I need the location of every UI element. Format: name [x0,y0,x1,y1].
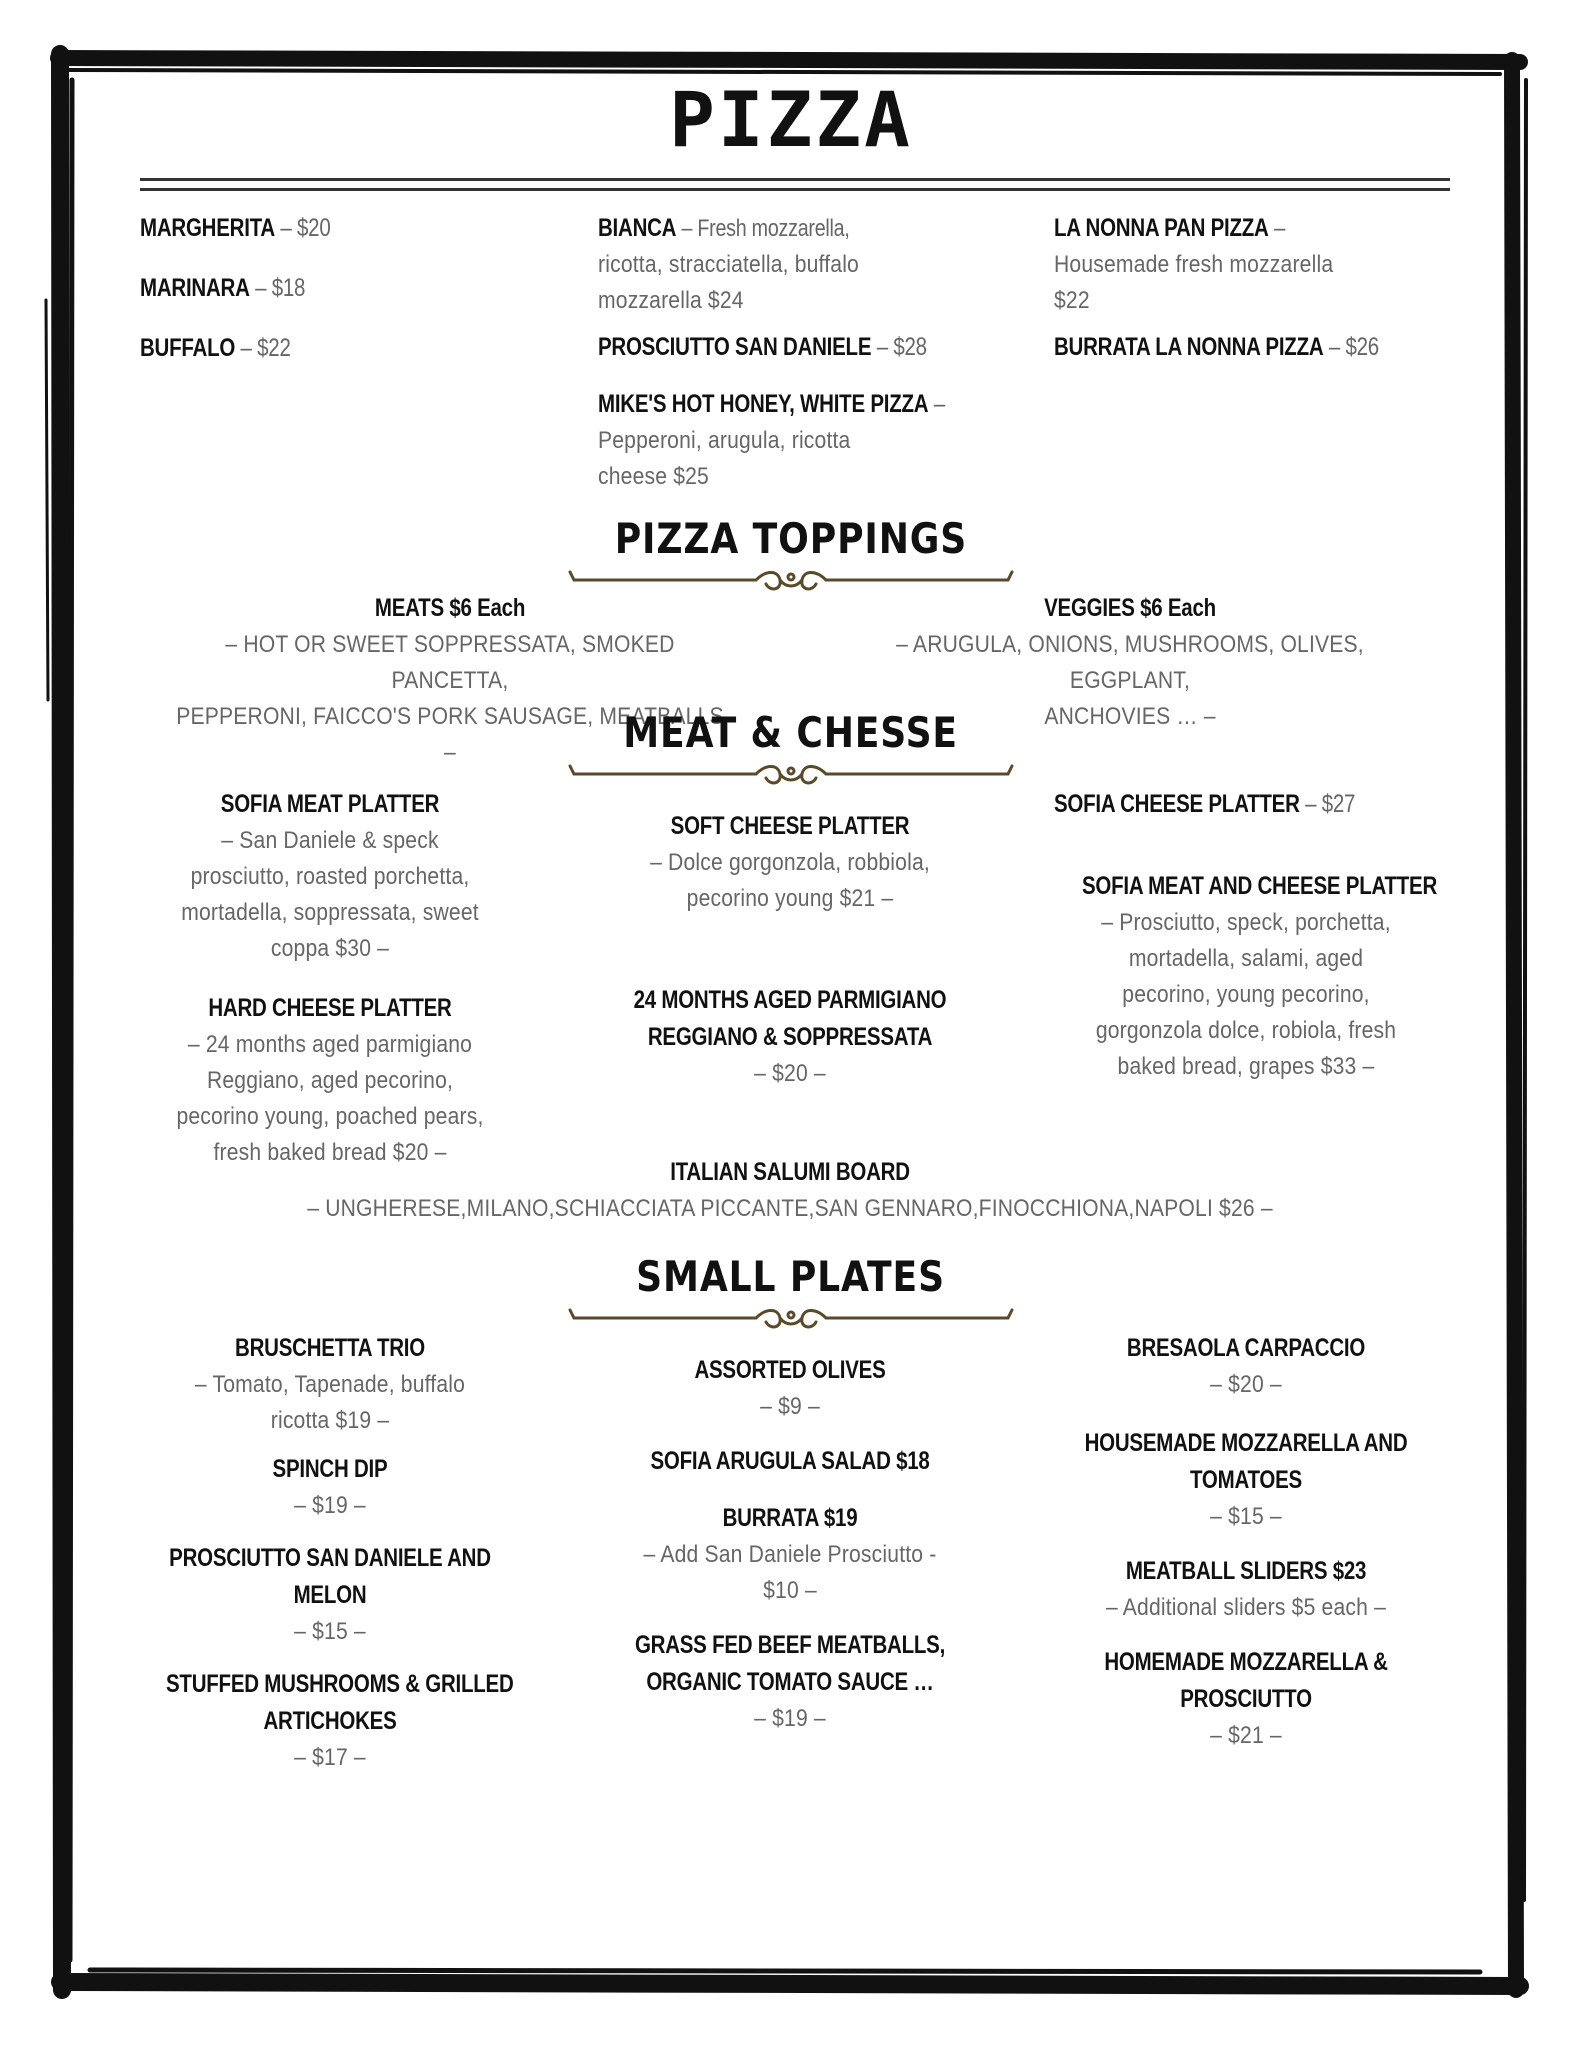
menu-item: SOFIA ARUGULA SALAD $18 [650,1447,930,1475]
menu-item: ASSORTED OLIVES – $9 – [694,1356,886,1420]
menu-item-bianca: BIANCA – Fresh mozzarella, ricotta, stracciatella, buffalo mozzarella $24 [598,214,859,314]
menu-item-hot-honey: MIKE'S HOT HONEY, WHITE PIZZA – Pepperoni, arugula, ricotta cheese $25 [598,390,945,490]
menu-item: BURRATA $19 – Add San Daniele Prosciutto - $10 – [643,1504,937,1604]
small-plates-col1 [130,1330,530,1776]
toppings-meats: MEATS $6 Each – HOT OR SWEET SOPPRESSATA, SMOKED PANCETTA, PEPPERONI, FAICCO'S PORK SAUSAGE, MEATBALLS – [176,594,724,766]
menu-item-sofia-cheese: SOFIA CHEESE PLATTER – $27 [1054,790,1356,818]
menu-item: HOMEMADE MOZZARELLA & PROSCIUTTO – $21 – [1104,1648,1388,1749]
menu-item: GRASS FED BEEF MEATBALLS, ORGANIC TOMATO SAUCE … – $19 – [634,1631,946,1732]
pizza-list-col3 [1054,210,1454,366]
menu-item: BUFFALO – $22 [140,334,291,362]
title-divider-bottom [140,188,1450,191]
menu-item-prosciutto: PROSCIUTTO SAN DANIELE – $28 [598,333,927,361]
menu-item: SPINCH DIP – $19 – [272,1455,388,1519]
flourish-divider-icon [566,1304,1016,1340]
menu-item-parmigiano: 24 MONTHS AGED PARMIGIANO REGGIANO & SOPPRESSATA – $20 – [633,986,947,1087]
menu-item: BRUSCHETTA TRIO – Tomato, Tapenade, buffalo ricotta $19 – [194,1334,466,1434]
section-heading-toppings: PIZZA TOPPINGS [614,514,968,563]
menu-item-nonna: LA NONNA PAN PIZZA – Housemade fresh mozzarella $22 [1054,214,1334,314]
small-plates-col3 [1046,1330,1446,1754]
menu-item: MEATBALL SLIDERS $23 – Additional sliders $5 each – [1105,1557,1387,1621]
menu-item-soft-cheese: SOFT CHEESE PLATTER – Dolce gorgonzola, robbiola, pecorino young $21 – [650,812,930,912]
menu-item: STUFFED MUSHROOMS & GRILLED ARTICHOKES – $17 – [166,1670,514,1771]
menu-item: PROSCIUTTO SAN DANIELE AND MELON – $15 – [169,1544,491,1645]
section-heading-meat-cheese: MEAT & CHESSE [623,708,959,757]
menu-item-sofia-meat-cheese: SOFIA MEAT AND CHEESE PLATTER – Prosciutto, speck, porchetta, mortadella, salami, aged pecorino, young pecorino, gorgonzola dolce, robiola, fresh baked bread, grapes $33 – [1082,872,1438,1080]
menu-item: MARGHERITA – $20 [140,214,331,242]
pizza-list-col1 [140,210,372,390]
menu-item-salumi-board: ITALIAN SALUMI BOARD – UNGHERESE,MILANO,SCHIACCIATA PICCANTE,SAN GENNARO,FINOCCHIONA,NAPOLI $26 – [307,1158,1273,1222]
title-divider-top [140,178,1450,181]
menu-item: HOUSEMADE MOZZARELLA AND TOMATOES – $15 – [1084,1429,1408,1530]
pizza-list-col2 [598,210,1018,495]
menu-item-hard-cheese: HARD CHEESE PLATTER – 24 months aged parmigiano Reggiano, aged pecorino, pecorino young, poached pears, fresh baked bread $20 – [176,994,484,1166]
section-heading-small-plates: SMALL PLATES [636,1252,946,1301]
small-plates-col2 [590,1352,990,1737]
menu-item: BRESAOLA CARPACCIO – $20 – [1126,1334,1366,1398]
menu-item-burrata-nonna: BURRATA LA NONNA PIZZA – $26 [1054,333,1379,361]
page-title: PIZZA [669,75,913,164]
menu-item: MARINARA – $18 [140,274,306,302]
toppings-veggies: VEGGIES $6 Each – ARUGULA, ONIONS, MUSHROOMS, OLIVES, EGGPLANT, ANCHOVIES … – [896,594,1364,730]
menu-item-sofia-meat: SOFIA MEAT PLATTER – San Daniele & speck prosciutto, roasted porchetta, mortadella, soppressata, sweet coppa $30 – [181,790,479,962]
flourish-divider-icon [566,760,1016,796]
